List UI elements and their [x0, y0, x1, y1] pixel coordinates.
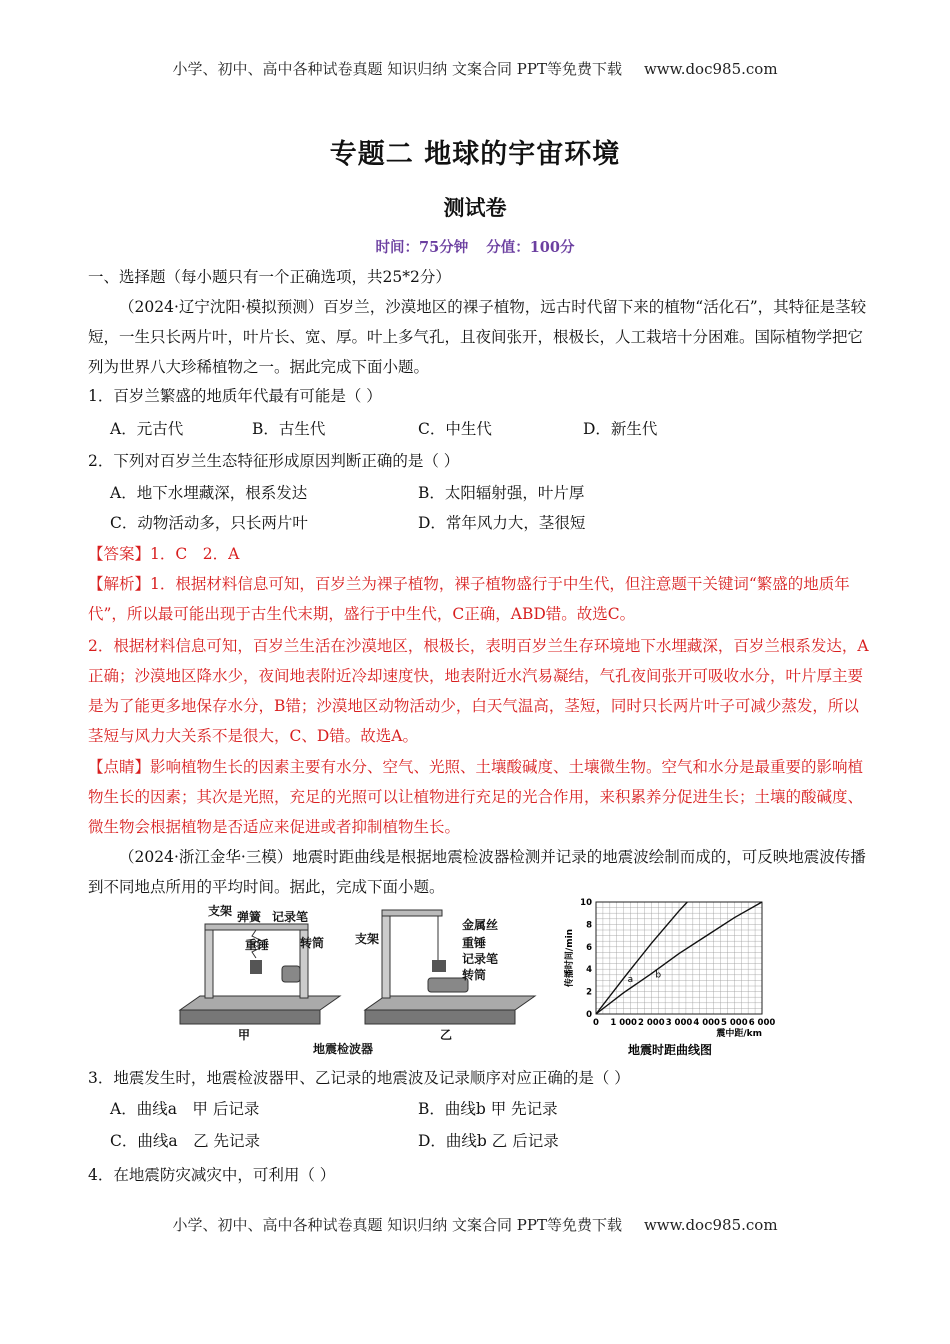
- x-tick-label: 1 000: [610, 1018, 637, 1028]
- chart-title: 地震时距曲线图: [627, 1043, 713, 1057]
- x-tick-label: 3 000: [665, 1018, 693, 1028]
- label-wire: 金属丝: [462, 918, 499, 932]
- seismometer-caption: 地震检波器: [313, 1042, 374, 1056]
- time-distance-chart: [560, 896, 780, 1058]
- y-tick-label: 8: [586, 920, 592, 931]
- series-label-a: a: [627, 975, 634, 986]
- label-spring: 弹簧: [237, 910, 262, 924]
- q2-option-d: D．常年风力大，茎很短: [418, 514, 586, 532]
- page-subtitle: 测试卷: [443, 196, 507, 220]
- q3-option-c: C．曲线a 乙 先记录: [110, 1132, 261, 1150]
- y-tick-label: 6: [586, 942, 592, 953]
- q3-option-d: D．曲线b 乙 后记录: [418, 1132, 559, 1150]
- seismometer-figure: [170, 898, 540, 1058]
- question-2-stem: 2．下列对百岁兰生态特征形成原因判断正确的是（ ）: [88, 452, 460, 470]
- answer-line: 【答案】1．C 2．A: [88, 545, 240, 563]
- q2-option-a: A．地下水埋藏深，根系发达: [110, 484, 308, 502]
- footer-site-link[interactable]: www.doc985.com: [643, 1216, 778, 1234]
- label-jia: 甲: [238, 1028, 251, 1042]
- q1-option-c: C．中生代: [418, 420, 492, 438]
- passage-1: （2024·辽宁沈阳·模拟预测）百岁兰，沙漠地区的裸子植物，远古时代留下来的植物“活化石”，其特征是茎较短，一生只长两片叶，叶片长、宽、厚。叶上多气孔，且夜间张开，根极长，人工栽培十分困难。国际植物学把它列为世界八大珍稀植物之一。据此完成下面小题。: [88, 298, 867, 376]
- note-paragraph: 【点睛】影响植物生长的因素主要有水分、空气、光照、土壤酸碱度、土壤微生物。空气和水分是最重要的影响植物生长的因素；其次是光照，充足的光照可以让植物进行充足的光合作用，来积累养分促进生长；土壤的酸碱度、微生物会根据植物是否适应来促进或者抑制植物生长。: [88, 758, 864, 836]
- label-yi: 乙: [440, 1028, 453, 1042]
- question-3-stem: 3．地震发生时，地震检波器甲、乙记录的地震波及记录顺序对应正确的是（ ）: [88, 1069, 630, 1087]
- q1-option-b: B．古生代: [252, 420, 326, 438]
- y-tick-label: 10: [580, 898, 592, 908]
- analysis-1: 【解析】1．根据材料信息可知，百岁兰为裸子植物，裸子植物盛行于中生代，但注意题干关键词“繁盛的地质年代”，所以最可能出现于古生代末期，盛行于中生代，C正确，ABD错。故选C。: [88, 575, 850, 623]
- label-drum-b: 转筒: [462, 968, 487, 982]
- question-4-stem: 4．在地震防灾减灾中，可利用（ ）: [88, 1166, 336, 1184]
- q1-option-d: D．新生代: [583, 420, 658, 438]
- chart-svg: [560, 896, 780, 1058]
- exam-meta: [0, 236, 950, 257]
- page-header: [0, 58, 950, 79]
- footer-links-text: 小学、初中、高中各种试卷真题 知识归纳 文案合同 PPT等免费下载: [172, 1216, 622, 1234]
- y-tick-label: 0: [586, 1010, 592, 1020]
- analysis-2: 2．根据材料信息可知，百岁兰生活在沙漠地区，根极长，表明百岁兰生存环境地下水埋藏深，百岁兰根系发达，A正确；沙漠地区降水少，夜间地表附近冷却速度快，地表附近水汽易凝结，气孔夜间张开可吸收水分，叶片厚主要是为了能更多地保存水分，B错；沙漠地区动物活动少，白天气温高，茎短，同时只长两片叶子可减少蒸发，所以茎短与风力大关系不是很大，C、D错。故选A。: [88, 637, 869, 745]
- y-tick-label: 2: [586, 987, 592, 998]
- q3-option-a: A．曲线a 甲 后记录: [110, 1100, 260, 1118]
- q1-option-a: A．元古代: [110, 420, 184, 438]
- label-drum-a: 转筒: [300, 936, 325, 950]
- label-pen-b: 记录笔: [462, 952, 499, 966]
- y-tick-label: 4: [586, 965, 592, 976]
- exam-time: 时间：75分钟: [375, 239, 469, 256]
- page-footer: [0, 1214, 950, 1235]
- x-tick-label: 4 000: [693, 1018, 720, 1028]
- x-axis-label: 震中距/km: [716, 1029, 762, 1039]
- q3-option-b: B．曲线b 甲 先记录: [418, 1100, 558, 1118]
- x-tick-label: 6 000: [748, 1018, 776, 1028]
- section-heading: 一、选择题（每小题只有一个正确选项，共25*2分）: [88, 268, 451, 286]
- passage-2: （2024·浙江金华·三模）地震时距曲线是根据地震检波器检测并记录的地震波绘制而成的，可反映地震波传播到不同地点所用的平均时间。据此，完成下面小题。: [88, 848, 866, 896]
- header-links-text: 小学、初中、高中各种试卷真题 知识归纳 文案合同 PPT等免费下载: [172, 60, 622, 78]
- x-tick-label: 2 000: [638, 1018, 665, 1028]
- page-title: 专题二 地球的宇宙环境: [329, 139, 621, 170]
- y-axis-label: 传播时间/min: [565, 928, 575, 988]
- q2-option-c: C．动物活动多，只长两片叶: [110, 514, 308, 532]
- x-tick-label: 0: [593, 1018, 599, 1028]
- label-bracket-b: 支架: [355, 932, 380, 946]
- header-site-link[interactable]: www.doc985.com: [643, 60, 778, 78]
- exam-score: 分值：100分: [486, 239, 575, 256]
- label-weight-a: 重锤: [245, 938, 270, 952]
- label-weight-b: 重锤: [462, 936, 487, 950]
- q2-option-b: B．太阳辐射强，叶片厚: [418, 484, 585, 502]
- question-1-stem: 1．百岁兰繁盛的地质年代最有可能是（ ）: [88, 387, 382, 405]
- series-label-b: b: [655, 970, 662, 981]
- label-bracket-a: 支架: [208, 904, 233, 918]
- label-pen-a: 记录笔: [272, 910, 309, 924]
- x-tick-label: 5 000: [721, 1018, 748, 1028]
